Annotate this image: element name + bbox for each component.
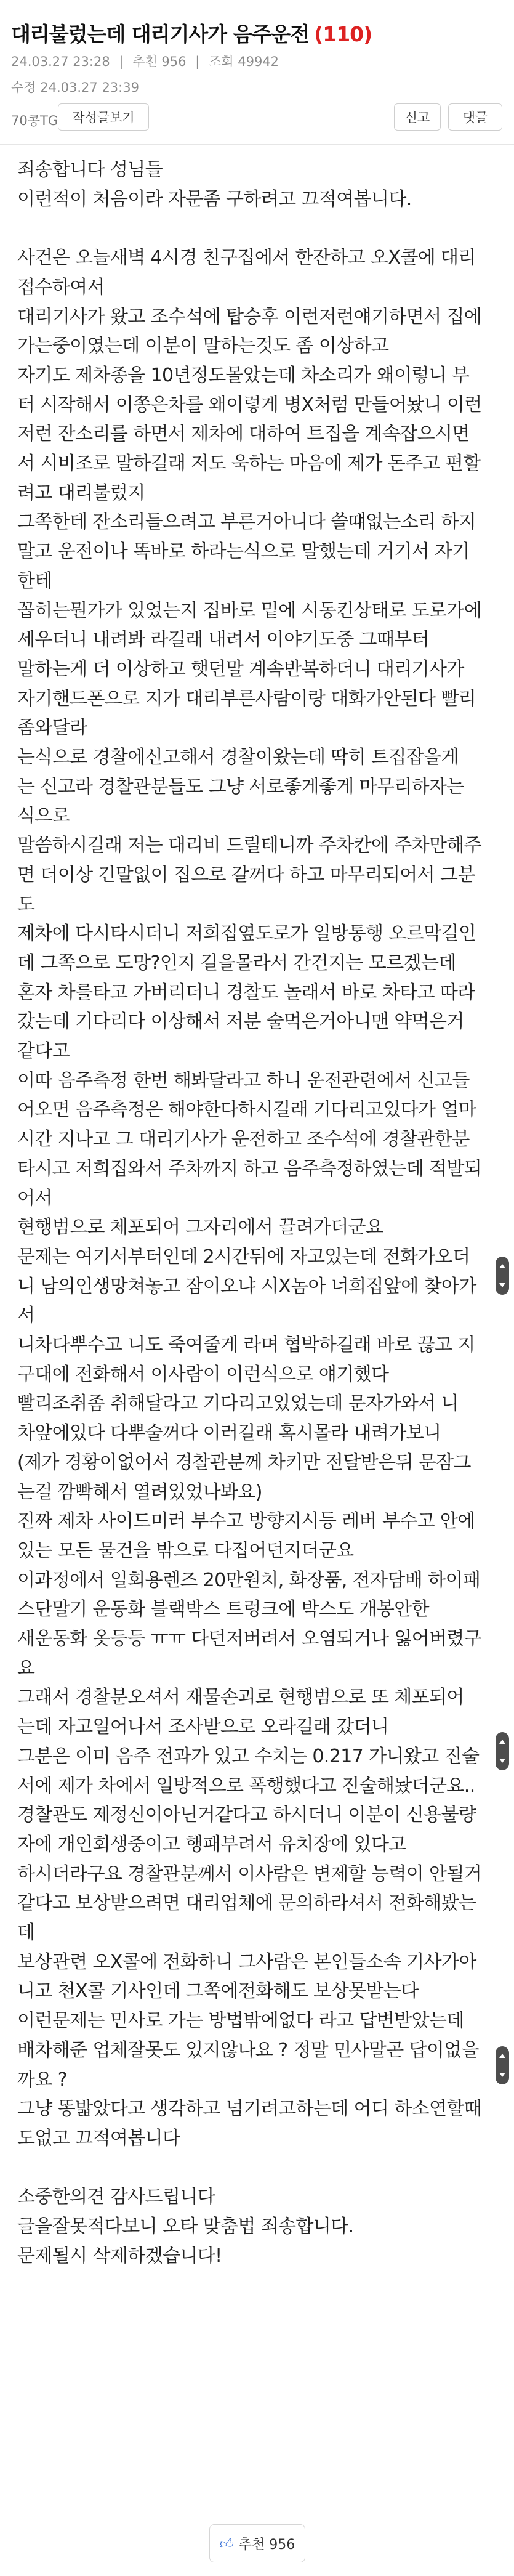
body-line: 빨리조취좀 취해달라고 기다리고있었는데 문자가와서 니 <box>17 1393 459 1415</box>
body-line: 이과정에서 일회용렌즈 20만원치, 화장품, 전자담배 하이패 <box>17 1569 481 1591</box>
thumbs-up-icon: 👍︎ <box>219 2536 234 2552</box>
body-line: 서에 제가 차에서 일방적으로 폭행했다고 진술해놨더군요.. <box>17 1775 475 1797</box>
body-line: 서 시비조로 말하길래 저도 욱하는 마음에 제가 돈주고 편할 <box>17 453 481 474</box>
body-line: 현행범으로 체포되어 그자리에서 끌려가더군요 <box>17 1217 383 1239</box>
body-line: 꼽히는뭔가가 있었는지 집바로 밑에 시동킨상태로 도로가에 <box>17 599 482 622</box>
body-line: 자기핸드폰으로 지가 대리부른사람이랑 대화가안된다 빨리 <box>17 687 476 710</box>
body-line: 말씀하시길래 저는 대리비 드릴테니까 주차칸에 주차만해주 <box>17 835 482 857</box>
body-line: 까요 ? <box>17 2068 68 2091</box>
body-line: 식으로 <box>17 805 70 827</box>
body-line: 소중한의견 감사드립니다 <box>17 2186 215 2208</box>
body-line: 도없고 끄적여봅니다 <box>17 2127 180 2149</box>
body-line: 가는중이였는데 이분이 말하는것도 좀 이상하고 <box>17 335 389 357</box>
body-line: 는데 자고일어나서 조사받으로 오라길래 갔더니 <box>17 1716 389 1738</box>
recommend-button[interactable] <box>209 2524 305 2562</box>
body-line: (제가 경황이없어서 경찰관분께 차키만 전달받은뒤 문잠그 <box>17 1451 471 1473</box>
scroll-handle[interactable] <box>496 2046 509 2084</box>
body-line: 어오면 음주측정은 해야한다하시길래 기다리고있다가 얼마 <box>17 1099 476 1121</box>
post-date: 24.03.27 23:28 <box>11 54 110 69</box>
view-count: 조회 49942 <box>208 54 279 69</box>
body-line: 어서 <box>17 1187 52 1209</box>
comment-count[interactable]: (110) <box>314 22 372 46</box>
body-line: 터 시작해서 이쫑은차를 왜이렇게 병X처럼 만들어놨니 이런 <box>17 394 482 416</box>
body-line: 니차다뿌수고 니도 죽여줄게 라며 협박하길래 바로 끊고 지 <box>17 1334 475 1356</box>
body-line: 사건은 오늘새벽 4시경 친구집에서 한잔하고 오X콜에 대리 <box>17 247 476 269</box>
body-line: 도 <box>17 893 35 915</box>
body-line: 새운동화 옷등등 ㅠㅠ 다던저버려서 오염되거나 잃어버렸구 <box>17 1628 482 1650</box>
body-line: 하시더라구요 경찰관분께서 이사람은 변제할 능력이 안될거 <box>17 1863 482 1885</box>
body-line: 문제될시 삭제하겠습니다! <box>17 2245 222 2267</box>
post-title-text: 대리불렀는데 대리기사가 음주운전 <box>11 22 310 46</box>
body-line: 타시고 저희집와서 주차까지 하고 음주측정하였는데 적발되 <box>17 1157 482 1180</box>
report-button[interactable]: 신고 <box>394 103 441 131</box>
body-line: 말하는게 더 이상하고 햇던말 계속반복하더니 대리기사가 <box>17 658 464 680</box>
meta-separator: | <box>119 54 124 69</box>
body-line: 말고 운전이나 똑바로 하라는식으로 말했는데 거기서 자기 <box>17 541 470 563</box>
body-line: 는 신고라 경찰관분들도 그냥 서로좋게좋게 마무리하자는 <box>17 776 464 798</box>
body-line: 제차에 다시타시더니 저희집옆도로가 일방통행 오르막길인 <box>17 923 476 945</box>
body-line: 이런적이 처음이라 자문좀 구하려고 끄적여봅니다. <box>17 188 412 210</box>
body-line: 그쪽한테 잔소리들으려고 부른거아니다 쓸떄없는소리 하지 <box>17 511 476 533</box>
body-line: 좀와달라 <box>17 717 87 739</box>
body-line: 시간 지나고 그 대리기사가 운전하고 조수석에 경찰관한분 <box>17 1128 470 1151</box>
meta-separator: | <box>195 54 200 69</box>
body-line: 저런 잔소리를 하면서 제차에 대하여 트집을 계속잡으시면 <box>17 423 470 445</box>
body-line: 그분은 이미 음주 전과가 있고 수치는 0.217 가니왔고 진술 <box>17 1745 480 1767</box>
body-line: 자기도 제차종을 10년정도몰았는데 차소리가 왜이렇니 부 <box>17 364 470 386</box>
body-line: 한테 <box>17 570 52 592</box>
edited-date: 수정 24.03.27 23:39 <box>11 80 139 95</box>
body-line: 요 <box>17 1657 35 1679</box>
body-line: 니고 천X콜 기사인데 그쪽에전화해도 보상못받는다 <box>17 1980 419 2003</box>
body-line: 려고 대리불렀지 <box>17 482 145 504</box>
body-line: 구대에 전화해서 이사람이 이런식으로 얘기했다 <box>17 1363 389 1385</box>
body-line: 경찰관도 제정신이아닌거같다고 하시더니 이분이 신용불량 <box>17 1804 476 1826</box>
body-line: 갔는데 기다리다 이상해서 저분 술먹은거아니맨 약먹은거 <box>17 1011 464 1033</box>
body-line: 대리기사가 왔고 조수석에 탑승후 이런저런얘기하면서 집에 <box>17 306 482 328</box>
recommend-stat: 추천 956 <box>132 54 187 69</box>
body-line: 이런문제는 민사로 가는 방법밖에없다 라고 답변받았는데 <box>17 2010 464 2032</box>
body-line: 문제는 여기서부터인데 2시간뒤에 자고있는데 전화가오더 <box>17 1245 470 1268</box>
body-line: 니 남의인생망쳐놓고 잠이오냐 시X놈아 너희집앞에 찾아가 <box>17 1275 476 1297</box>
body-line: 혼자 차를타고 가버리더니 경찰도 놀래서 바로 차타고 따라 <box>17 981 475 1003</box>
scroll-handle[interactable] <box>496 1257 509 1295</box>
body-line: 데 그쪽으로 도망?인지 길을몰라서 간건지는 모르겠는데 <box>17 952 456 974</box>
body-line: 는식으로 경찰에신고해서 경찰이왔는데 딱히 트집잡을게 <box>17 747 459 768</box>
body-line: 세우더니 내려봐 라길래 내려서 이야기도중 그때부터 <box>17 629 430 651</box>
body-line: 이따 음주측정 한번 해봐달라고 하니 운전관련에서 신고들 <box>17 1069 470 1092</box>
body-line: 접수하여서 <box>17 276 105 298</box>
body-line: 그냥 똥밟았다고 생각하고 넘기려고하는데 어디 하소연할때 <box>17 2098 482 2120</box>
comment-button[interactable]: 댓글 <box>448 103 502 131</box>
body-line: 서 <box>17 1305 35 1327</box>
body-line: 면 더이상 긴말없이 집으로 갈꺼다 하고 마무리되어서 그분 <box>17 864 475 886</box>
recommend-label: 추천 956 <box>238 2537 295 2553</box>
body-line: 있는 모든 물건을 밖으로 다집어던지더군요 <box>17 1539 354 1561</box>
body-line: 같다고 보상받으려면 대리업체에 문의하라셔서 전화해봤는 <box>17 1892 476 1914</box>
body-line: 글을잘못적다보니 오타 맞춤법 죄송합니다. <box>17 2216 354 2237</box>
view-posts-button[interactable]: 작성글보기 <box>58 103 149 131</box>
author-name[interactable]: 70콩TG <box>11 113 58 128</box>
body-line: 데 <box>17 1922 35 1943</box>
body-line: 진짜 제차 사이드미러 부수고 방향지시등 레버 부수고 안에 <box>17 1510 475 1533</box>
body-line: 자에 개인회생중이고 행패부려서 유치장에 있다고 <box>17 1833 406 1855</box>
body-line: 보상관련 오X콜에 전화하니 그사람은 본인들소속 기사가아 <box>17 1951 476 1973</box>
body-line: 그래서 경찰분오셔서 재물손괴로 현행범으로 또 체포되어 <box>17 1687 464 1709</box>
scroll-handle[interactable] <box>496 1732 509 1770</box>
body-line: 스단말기 운동화 블랙박스 트렁크에 박스도 개봉안한 <box>17 1598 430 1621</box>
body-line: 같다고 <box>17 1040 70 1062</box>
body-line: 는걸 깜빡해서 열려있었나봐요) <box>17 1481 262 1503</box>
body-line: 죄송합니다 성님들 <box>17 159 163 180</box>
body-line: 배차해준 업체잘못도 있지않나요 ? 정말 민사말곤 답이없을 <box>17 2039 480 2061</box>
body-line: 차앞에있다 다뿌술꺼다 이러길래 혹시몰라 내려가보니 <box>17 1422 441 1444</box>
